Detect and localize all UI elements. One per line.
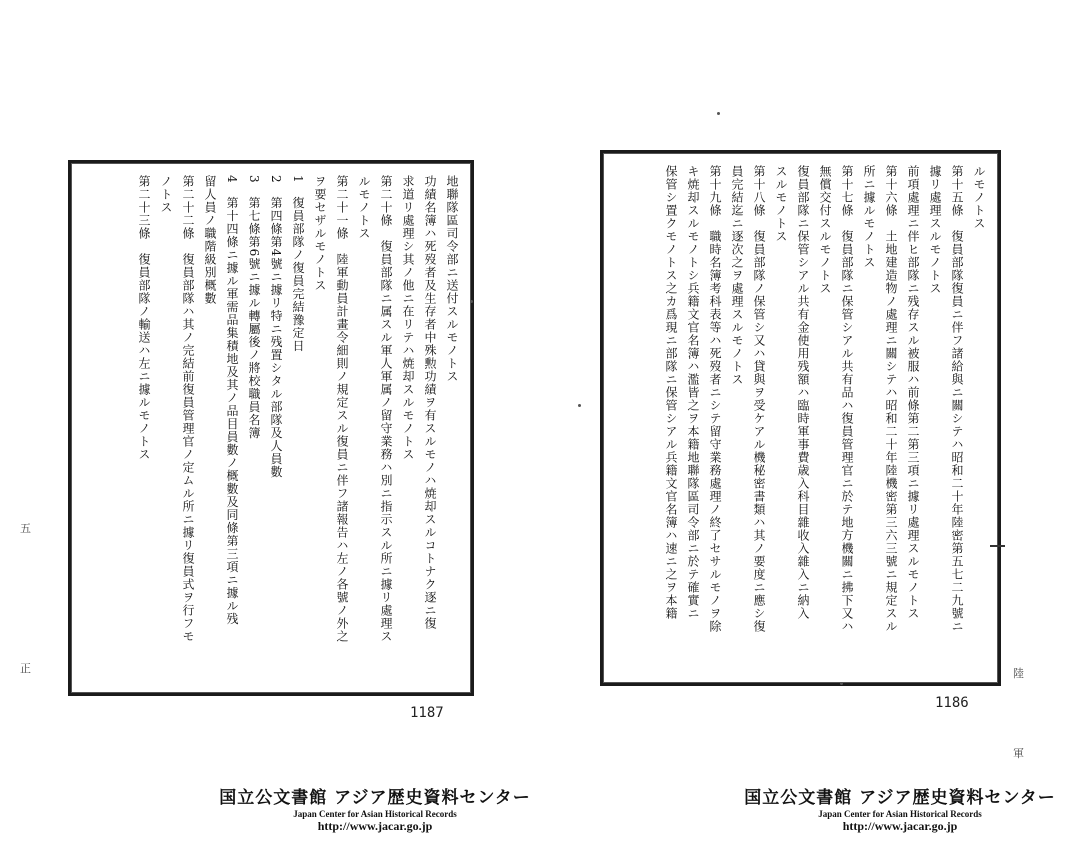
- right-page-text: [613, 165, 988, 671]
- archive-name-ja: 国立公文書館 アジア歴史資料センター: [219, 788, 531, 808]
- archive-url[interactable]: http://www.jacar.go.jp: [317, 819, 433, 833]
- text-column: ノトス: [159, 175, 173, 214]
- left-page-number: 1187: [410, 705, 444, 721]
- text-column: 地聯隊區司令部ニ送付スルモノトス: [445, 175, 459, 383]
- text-column: 據リ處理スルモノトス: [928, 165, 942, 295]
- text-column: 3 第七條第6號ニ據ル轉屬後ノ將校職員名簿: [247, 175, 261, 440]
- text-column: 無償交付スルモノトス: [818, 165, 832, 295]
- text-column: 前項處理ニ伴ヒ部隊ニ残存スル被服ハ前條第二第三項ニ據リ處理スルモノトス: [906, 165, 920, 620]
- text-column: ルモノトス: [357, 175, 371, 240]
- text-column: 第十六條 土地建造物ノ處理ニ關シテハ昭和二十年陸機密第三六三號ニ規定スル: [884, 165, 898, 633]
- text-column: 第二十條 復員部隊ニ属スル軍人軍属ノ留守業務ハ別ニ指示スル所ニ據リ處理ス: [379, 175, 393, 643]
- archive-url[interactable]: http://www.jacar.go.jp: [842, 819, 958, 833]
- text-column: 第十八條 復員部隊ノ保管シ又ハ貸與ヲ受ケアル機秘密書類ハ其ノ要度ニ應シ復: [752, 165, 766, 633]
- scan-speck: [717, 112, 720, 115]
- left-page-frame: [68, 160, 474, 696]
- footer-watermark-right: [710, 783, 1090, 834]
- text-column: 留人員ノ職階級別概數: [203, 175, 217, 305]
- right-margin-mark-1: 陸: [1013, 667, 1024, 680]
- text-column: 第十五條 復員部隊復員ニ伴フ諸給與ニ關シテハ昭和二十年陸密第五七二九號ニ: [950, 165, 964, 633]
- text-column: 第二十二條 復員部隊ハ其ノ完結前復員管理官ノ定ムル所ニ據リ復員式ヲ行フモ: [181, 175, 195, 643]
- text-column: 第二十三條 復員部隊ノ輸送ハ左ニ據ルモノトス: [137, 175, 151, 461]
- right-margin-mark-2: 軍: [1013, 747, 1024, 760]
- footer-watermark-left: [185, 783, 565, 834]
- text-column: キ焼却スルモノトシ兵籍文官名簿ハ濫皆之ヲ本籍地聯隊區司令部ニ於テ確實ニ: [686, 165, 700, 620]
- scan-speck: [470, 300, 473, 303]
- text-column: 保管シ置クモノトス之カ爲現ニ部隊ニ保管シアル兵籍文官名簿ハ速ニ之ヲ本籍: [664, 165, 678, 620]
- text-column: 員完結迄ニ逐次之ヲ處理スルモノトス: [730, 165, 744, 386]
- text-column: 4 第十四條ニ據ル軍需品集積地及其ノ品目員數ノ概數及同條第三項ニ據ル残: [225, 175, 239, 626]
- right-page-frame: [600, 150, 1001, 686]
- left-margin-mark-1: 五: [20, 522, 31, 535]
- text-column: 所ニ據ルモノトス: [862, 165, 876, 269]
- text-column: 復員部隊ニ保管シアル共有金使用残額ハ臨時軍事費歳入科目雜收入雜入ニ納入: [796, 165, 810, 620]
- text-column: 2 第四條第4號ニ據リ特ニ残置シタル部隊及人員數: [269, 175, 283, 479]
- scan-speck: [840, 682, 843, 685]
- right-page-number: 1186: [935, 695, 969, 711]
- archive-name-ja: 国立公文書館 アジア歴史資料センター: [744, 788, 1056, 808]
- left-page-text: [81, 175, 461, 681]
- text-column: 第十七條 復員部隊ニ保管シアル共有品ハ復員管理官ニ於テ地方機關ニ拂下又ハ: [840, 165, 854, 633]
- scan-speck: [578, 404, 581, 407]
- right-margin-rule: [990, 545, 1005, 547]
- right-page: [575, 100, 1024, 760]
- text-column: 1 復員部隊ノ復員完結豫定日: [291, 175, 305, 353]
- text-column: 求道リ處理シ其ノ他ニ在リテハ焼却スルモノトス: [401, 175, 415, 461]
- text-column: ルモノトス: [972, 165, 986, 230]
- text-column: スルモノトス: [774, 165, 788, 243]
- text-column: 功績名簿ハ死歿者及生存者中殊勲功績ヲ有スルモノハ焼却スルコトナク逐ニ復: [423, 175, 437, 630]
- left-page: [20, 100, 490, 750]
- archive-name-en: Japan Center for Asian Historical Records: [818, 809, 982, 819]
- text-column: ヲ要セザルモノトス: [313, 175, 327, 292]
- text-column: 第十九條 職時名簿考科表等ハ死歿者ニシテ留守業務處理ノ終了セサルモノヲ除: [708, 165, 722, 633]
- left-margin-mark-2: 正: [20, 662, 31, 675]
- text-column: 第二十一條 陸軍動員計畫令細則ノ規定スル復員ニ伴フ諸報告ハ左ノ各號ノ外之: [335, 175, 349, 643]
- archive-name-en: Japan Center for Asian Historical Records: [293, 809, 457, 819]
